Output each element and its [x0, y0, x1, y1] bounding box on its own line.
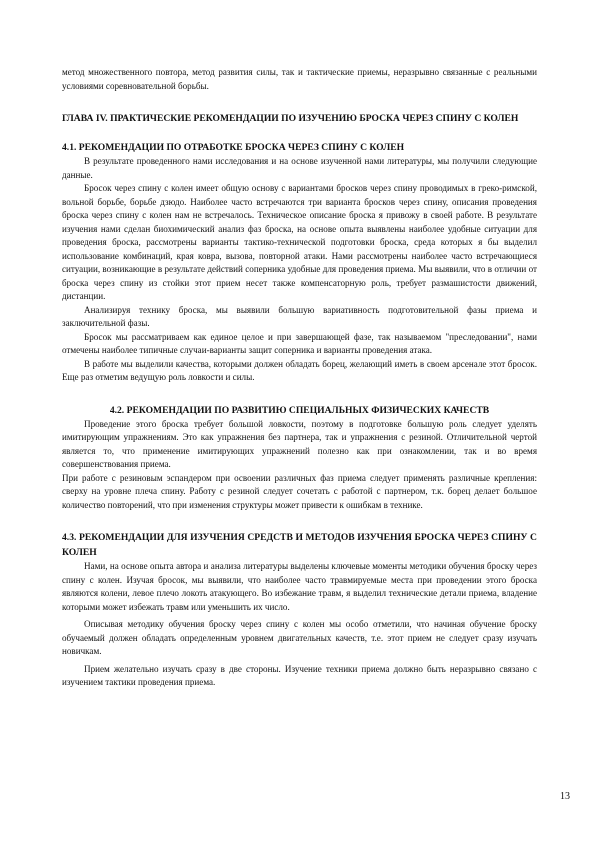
chapter-title: ГЛАВА IV. ПРАКТИЧЕСКИЕ РЕКОМЕНДАЦИИ ПО ИЗУЧЕНИЮ БРОСКА ЧЕРЕЗ СПИНУ С КОЛЕН	[62, 113, 519, 124]
section-3-title: 4.3. РЕКОМЕНДАЦИИ ДЛЯ ИЗУЧЕНИЯ СРЕДСТВ И МЕТОДОВ ИЗУЧЕНИЯ БРОСКА ЧЕРЕЗ СПИНУ С КОЛЕН	[62, 532, 537, 558]
section-3-paragraph: Прием желательно изучать сразу в две стороны. Изучение техники приема должно быть неразрывно связано с изучением тактики проведения приема.	[62, 663, 537, 687]
intro-paragraph: метод множественного повтора, метод развития силы, так и тактические приемы, неразрывно связанные с реальными условиями соревновательной борьбы.	[62, 67, 537, 91]
section-2-paragraph: Проведение этого броска требует большой ловкости, поэтому в подготовке большую роль следует уделять имитирующим упражнениям. Это как упражнения без партнера, так и упражнения с резиной. Отличительной чертой является то, что применение имитирующих упражнений полезно как при ознакомлении, так и во время совершенствования приема.	[62, 418, 537, 469]
section-1-paragraph: Бросок через спину с колен имеет общую основу с вариантами бросков через спину проводимых в греко-римской, вольной борьбе, борьбе дзюдо. Наиболее часто встречаются три варианта бросков через спину, описания проведения броска через спину с колен нам не встречалось. Техническое описание броска я привожу в своей работе. В результате изучения нами сделан биохимический анализ фаз броска, на основе опыта выявлены наиболее удобные ситуации для проведения броска, рассмотрены варианты тактико-технической подготовки броска, среда которых я бы выделил использование комбинаций, края ковра, вызова, повторной атаки. Нами рассмотрены наиболее часто встречающиеся ситуации, возникающие в результате действий соперника удобные для проведения приема. Мы выявили, что в отличии от броска через спину из стойки этот прием несет также компенсаторную роль, требует размашистости движений, дистанции.	[62, 183, 537, 301]
section-2-paragraph: При работе с резиновым эспандером при освоении различных фаз приема следует применять различные крепления: сверху на уровне плеча спину. Работу с резиной следует сочетать с работой с партнером, т.к. борец делает большое количество повторений, что при изменения структуры может привести к ошибкам в технике.	[62, 472, 537, 510]
section-3-paragraph: Нами, на основе опыта автора и анализа литературы выделены ключевые моменты методики обучения броску через спину с колен. Изучая бросок, мы выявили, что наиболее часто травмируемые места при проведении этого броска являются колени, левое плечо локоть атакующего. Во избежание травм, я выделил технические детали приема, владение которыми может избежать травм или уменьшить их число.	[62, 561, 537, 612]
section-1-paragraph: Бросок мы рассматриваем как единое целое и при завершающей фазе, так называемом "преследовании", нами отмечены наиболее типичные случаи-варианты защит соперника и варианты проведения атака.	[62, 331, 537, 355]
page-number: 13	[560, 791, 570, 802]
section-1-paragraph: В результате проведенного нами исследования и на основе изученной нами литературы, мы получили следующие данные.	[62, 156, 537, 180]
section-1-title: 4.1. РЕКОМЕНДАЦИИ ПО ОТРАБОТКЕ БРОСКА ЧЕРЕЗ СПИНУ С КОЛЕН	[62, 142, 405, 153]
section-1-paragraph: Анализируя технику броска, мы выявили большую вариативность подготовительной фазы приема и заключительной фазы.	[62, 304, 537, 328]
section-3-paragraph: Описывая методику обучения броску через спину с колен мы особо отметили, что начиная обучение броску обучаемый должен обладать определенным уровнем двигательных качеств, т.е. этот прием не следует сразу изучать новичкам.	[62, 619, 537, 656]
document-page	[62, 66, 537, 690]
section-2-title: 4.2. РЕКОМЕНДАЦИИ ПО РАЗВИТИЮ СПЕЦИАЛЬНЫХ ФИЗИЧЕСКИХ КАЧЕСТВ	[109, 404, 490, 416]
section-1-paragraph: В работе мы выделили качества, которыми должен обладать борец, желающий иметь в своем арсенале этот бросок. Еще раз отметим ведущую роль ловкости и силы.	[62, 358, 537, 382]
